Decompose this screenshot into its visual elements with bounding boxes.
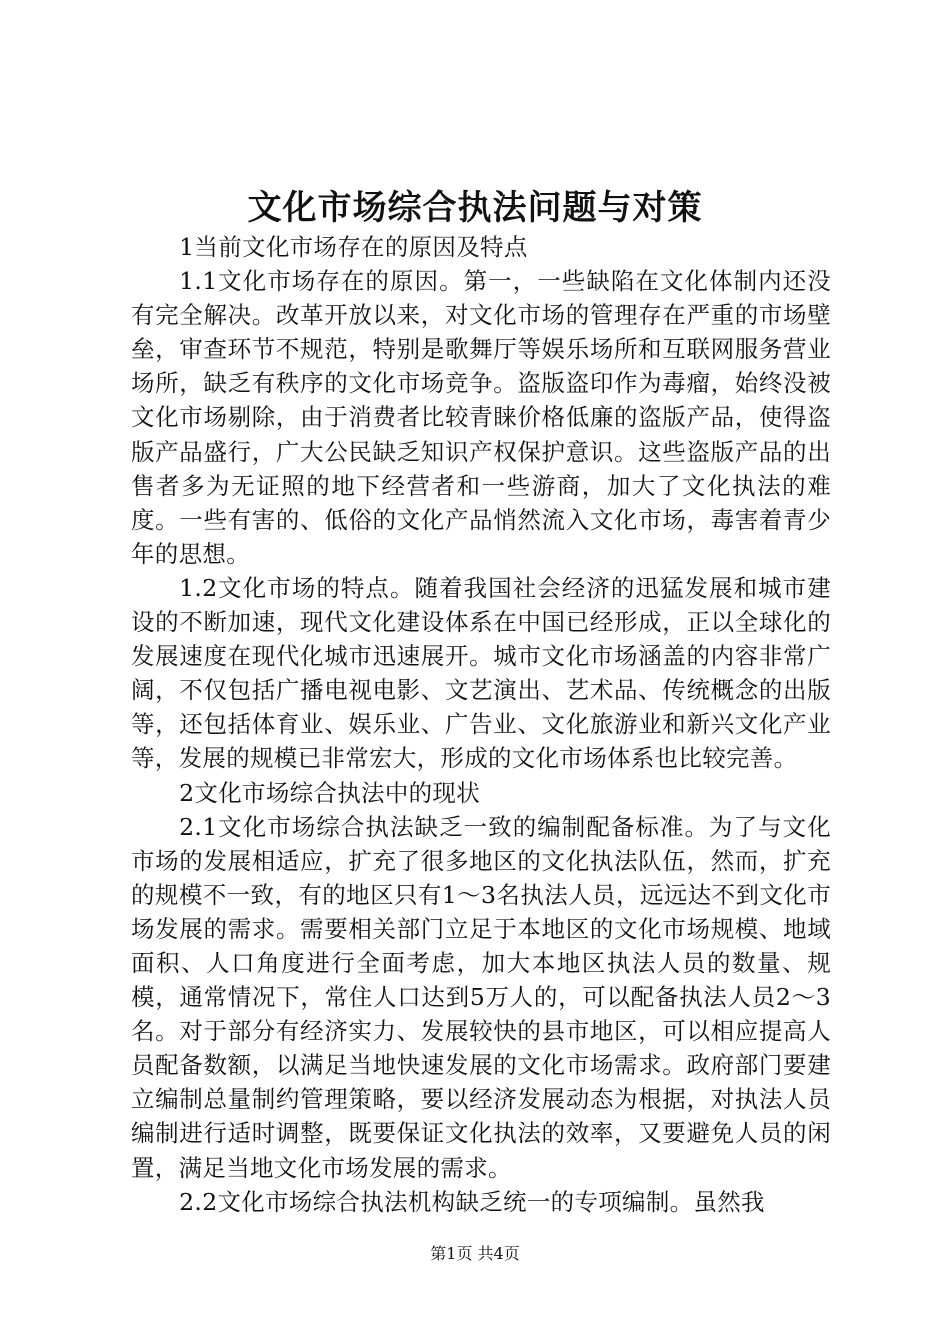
section-heading-2: 2文化市场综合执法中的现状 xyxy=(179,778,481,807)
section-heading-1: 1当前文化市场存在的原因及特点 xyxy=(179,233,528,261)
paragraph-1-2: 1.2文化市场的特点。随着我国社会经济的迅猛发展和城市建设的不断加速，现代文化建设体系在中国已经形成，正以全球化的发展速度在现代化城市迅速展开。城市文化市场涵盖的内容非常广阔，不仅包括广播电视电影、文艺演出、艺术品、传统概念的出版等，还包括体育业、娱乐业、广告业、文化旅游业和新兴文化产业等，发展的规模已非常宏大，形成的文化市场体系也比较完善。 xyxy=(131,573,831,773)
document-body xyxy=(131,230,831,1219)
page-number-footer: 第1页 共4页 xyxy=(430,1244,520,1263)
document-title: 文化市场综合执法问题与对策 xyxy=(247,188,703,228)
paragraph-1-1: 1.1文化市场存在的原因。第一，一些缺陷在文化体制内还没有完全解决。改革开放以来，对文化市场的管理存在严重的市场壁垒，审查环节不规范，特别是歌舞厅等娱乐场所和互联网服务营业场所，缺乏有秩序的文化市场竞争。盗版盗印作为毒瘤，始终没被文化市场剔除，由于消费者比较青睐价格低廉的盗版产品，使得盗版产品盛行，广大公民缺乏知识产权保护意识。这些盗版产品的出售者多为无证照的地下经营者和一些游商，加大了文化执法的难度。一些有害的、低俗的文化产品悄然流入文化市场，毒害着青少年的思想。 xyxy=(131,267,831,568)
paragraph-2-2: 2.2文化市场综合执法机构缺乏统一的专项编制。虽然我 xyxy=(179,1187,765,1216)
paragraph-2-1: 2.1文化市场综合执法缺乏一致的编制配备标准。为了与文化市场的发展相适应，扩充了很多地区的文化执法队伍，然而，扩充的规模不一致，有的地区只有1～3名执法人员，远远达不到文化市场发展的需求。需要相关部门立足于本地区的文化市场规模、地域面积、人口角度进行全面考虑，加大本地区执法人员的数量、规模，通常情况下，常住人口达到5万人的，可以配备执法人员2～3名。对于部分有经济实力、发展较快的县市地区，可以相应提高人员配备数额，以满足当地快速发展的文化市场需求。政府部门要建立编制总量制约管理策略，要以经济发展动态为根据，对执法人员编制进行适时调整，既要保证文化执法的效率，又要避免人员的闲置，满足当地文化市场发展的需求。 xyxy=(131,812,831,1182)
